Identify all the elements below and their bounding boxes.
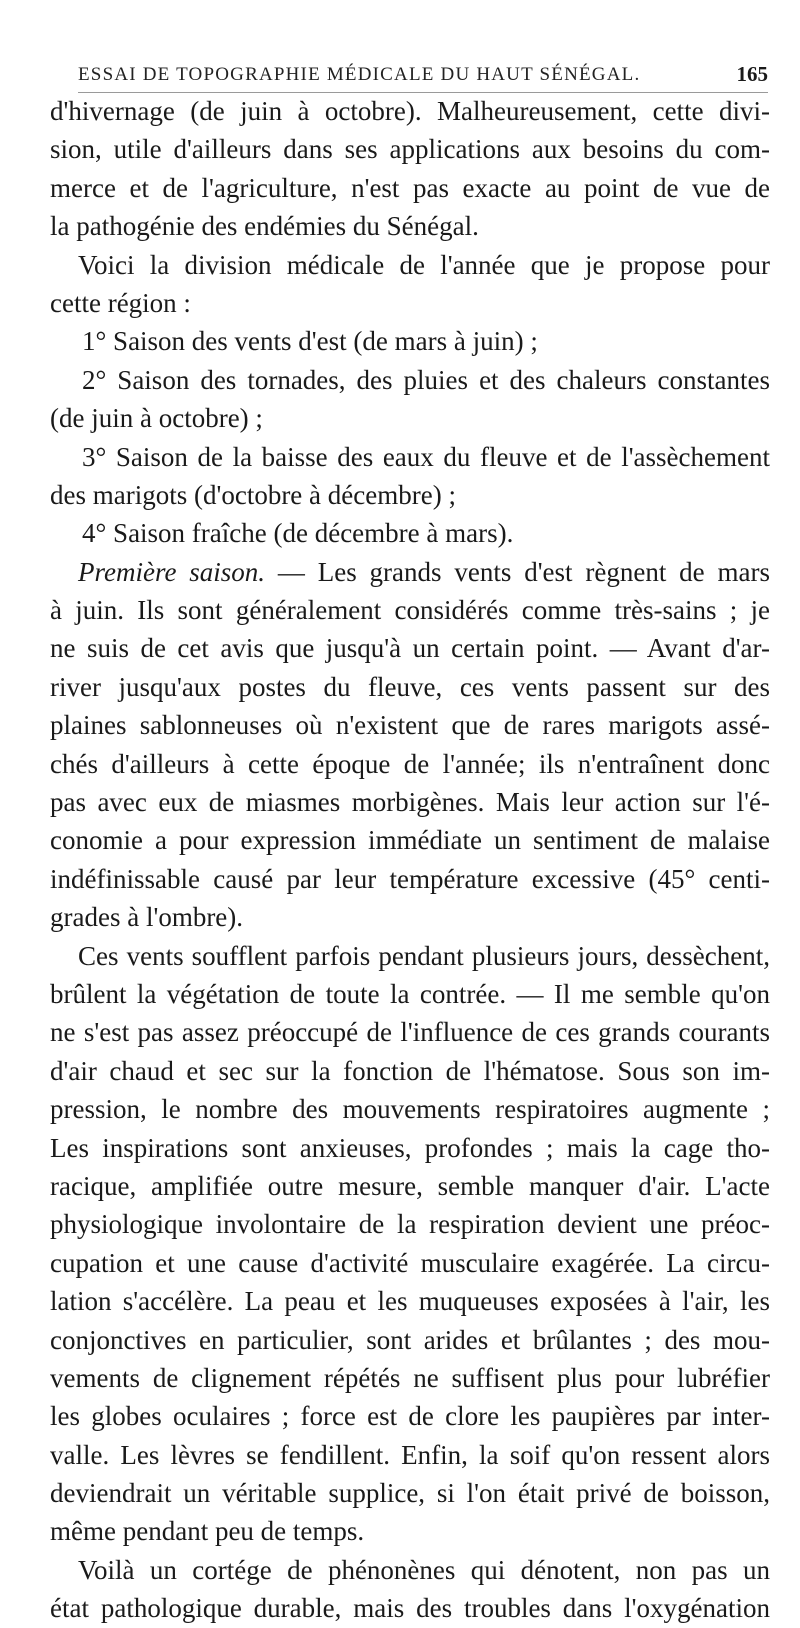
text-line: lation s'accélère. La peau et les muqueuses exposées à l'air, les [50,1286,770,1317]
text-line: conomie a pour expression immédiate un sentiment de malaise [50,825,770,856]
text-line: 3° Saison de la baisse des eaux du fleuve et de l'assèchement [82,441,770,472]
text-line: pas avec eux de miasmes morbigènes. Mais leur action sur l'é- [50,787,770,818]
text-line: Voici la division médicale de l'année que je propose pour [78,249,770,280]
text-line: à juin. Ils sont généralement considérés comme très-sains ; je [50,595,770,626]
text-line: 4° Saison fraîche (de décembre à mars). [82,518,514,549]
text-line: brûlent la végétation de toute la contrée. — Il me semble qu'on [50,978,770,1009]
text-line: Ces vents soufflent parfois pendant plusieurs jours, dessèchent, [78,940,770,971]
text-line: d'air chaud et sec sur la fonction de l'hématose. Sous son im- [50,1055,770,1086]
text-line: pression, le nombre des mouvements respiratoires augmente ; [50,1094,770,1125]
text-line: vements de clignement répétés ne suffisent plus pour lubréfier [50,1362,770,1393]
text-line: des marigots (d'octobre à décembre) ; [50,479,456,510]
text-line: cupation et une cause d'activité musculaire exagérée. La circu- [50,1247,770,1278]
text-line: valle. Les lèvres se fendillent. Enfin, la soif qu'on ressent alors [50,1439,770,1470]
text-line: racique, amplifiée outre mesure, semble manquer d'air. L'acte [50,1170,770,1201]
text-line: état pathologique durable, mais des troubles dans l'oxygénation [50,1593,770,1624]
running-head [78,58,768,93]
body-text [50,92,770,1628]
text-line: river jusqu'aux postes du fleuve, ces vents passent sur des [50,671,770,702]
text-line: indéfinissable causé par leur température excessive (45° centi- [50,863,770,894]
text-line: 2° Saison des tornades, des pluies et des chaleurs constantes [82,364,770,395]
text-line: plaines sablonneuses où n'existent que de rares marigots assé- [50,710,770,741]
text-line: merce et de l'agriculture, n'est pas exacte au point de vue de [50,172,770,203]
text-line: 1° Saison des vents d'est (de mars à juin) ; [82,326,538,357]
running-title: ESSAI DE TOPOGRAPHIE MÉDICALE DU HAUT SÉNÉGAL. [78,64,641,85]
text-line: ne suis de cet avis que jusqu'à un certain point. — Avant d'ar- [50,633,770,664]
line-text: — Les grands vents d'est règnent de mars [265,556,770,587]
text-line: Les inspirations sont anxieuses, profondes ; mais la cage tho- [50,1132,770,1163]
page-number: 165 [736,62,768,86]
text-line: grades à l'ombre). [50,902,244,933]
text-line: les globes oculaires ; force est de clore les paupières par inter- [50,1401,770,1432]
text-line [50,553,770,591]
text-line: conjonctives en particulier, sont arides et brûlantes ; des mou- [50,1324,770,1355]
text-line: cette région : [50,287,191,318]
text-line: d'hivernage (de juin à octobre). Malheureusement, cette divi- [50,96,770,126]
text-line: Voilà un cortége de phénonènes qui dénotent, non pas un [78,1554,770,1585]
text-line: physiologique involontaire de la respiration devient une préoc- [50,1209,770,1240]
text-line: ne s'est pas assez préoccupé de l'influence de ces grands courants [50,1017,770,1048]
text-line: la pathogénie des endémies du Sénégal. [50,211,479,242]
text-line: chés d'ailleurs à cette époque de l'année; ils n'entraînent donc [50,748,770,779]
text-line: sion, utile d'ailleurs dans ses applications aux besoins du com- [50,134,770,165]
text-line: (de juin à octobre) ; [50,403,263,434]
text-line: deviendrait un véritable supplice, si l'on était privé de boisson, [50,1478,770,1509]
text-line: même pendant peu de temps. [50,1516,365,1547]
section-heading-italic: Première saison. [78,556,266,587]
